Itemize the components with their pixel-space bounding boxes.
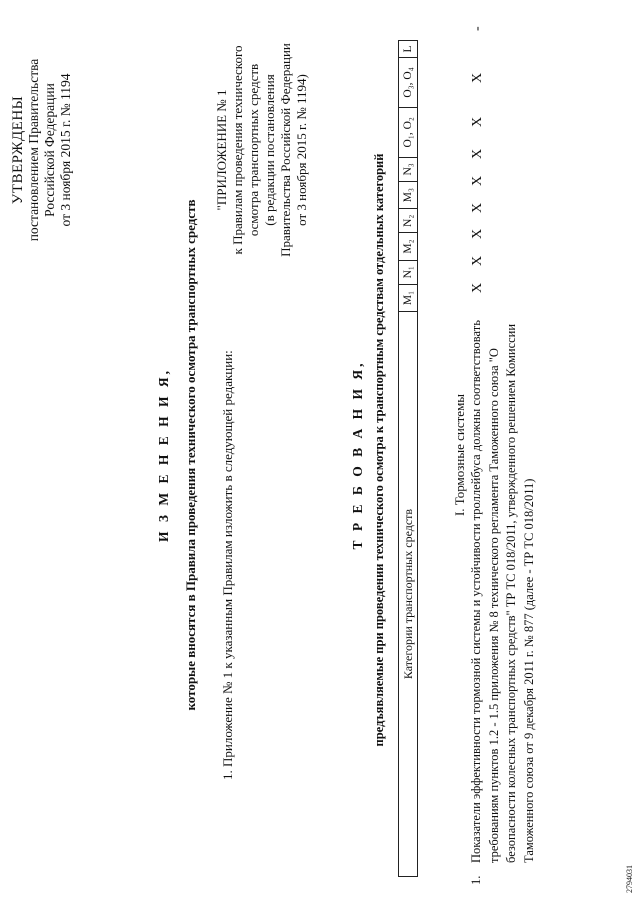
approval-title: УТВЕРЖДЕНЫ <box>10 95 26 205</box>
intro-paragraph: 1. Приложение № 1 к указанным Правилам изложить в следующей редакции: <box>220 350 235 780</box>
appendix-line: (в редакции постановления <box>262 74 277 226</box>
mark-cell: X <box>470 148 485 159</box>
column-header: O₁, O₂ <box>399 107 418 157</box>
mark-cell: - <box>470 26 485 31</box>
item-marks <box>470 3 500 293</box>
item-text: Показатели эффективности тормозной системы и устойчивости троллейбуса должны соответствовать требованиям пунктов 1.2 - 1.5 приложения № 8 технического регламента Таможенного союза "О безопасности колесных транспортных средств" ТР ТС 018/2011, утвержденного решением Комиссии Таможенного союза от 9 декабря 2011 г. № 877 (далее - ТР ТС 018/2011) <box>469 320 536 863</box>
mark-cell: X <box>470 175 485 186</box>
item-number: 1. <box>469 875 483 885</box>
appendix-block <box>214 0 310 310</box>
changes-subtitle: которые вносятся в Правила проведения технического осмотра транспортных средств <box>183 199 198 711</box>
column-header: N₂ <box>399 209 418 233</box>
mark-cell: X <box>470 116 485 127</box>
requirements-title: Т Р Е Б О В А Н И Я, <box>350 360 365 550</box>
mark-cell: X <box>470 282 485 293</box>
column-header: M₂ <box>399 233 418 260</box>
table-header-row <box>399 41 418 877</box>
column-header: O₃, O₄ <box>399 58 418 108</box>
category-header: Категории транспортных средств <box>399 312 418 877</box>
category-table <box>398 40 418 877</box>
requirements-subtitle: предъявляемые при проведении технического осмотра к транспортным средствам отдельных категорий <box>372 153 386 747</box>
section-heading: I. Тормозные системы <box>452 393 467 517</box>
appendix-line: "ПРИЛОЖЕНИЕ № 1 <box>214 89 229 211</box>
appendix-line: к Правилам проведения технического <box>230 45 245 255</box>
mark-cell: X <box>470 228 485 239</box>
column-header: M₃ <box>399 182 418 209</box>
appendix-line: Правительства Российской Федерации <box>278 43 293 257</box>
column-header: N₁ <box>399 260 418 284</box>
mark-cell: X <box>470 202 485 213</box>
document-code: 2794031 <box>625 865 634 893</box>
column-header: L <box>399 41 418 58</box>
approval-line: от 3 ноября 2015 г. № 1194 <box>58 73 73 227</box>
column-header: M₁ <box>399 284 418 311</box>
column-header: N₃ <box>399 157 418 181</box>
appendix-line: осмотра транспортных средств <box>246 63 261 237</box>
approval-line: постановлением Правительства <box>26 58 41 242</box>
requirement-item <box>468 295 538 885</box>
approval-line: Российской Федерации <box>42 83 57 217</box>
changes-title: И З М Е Н Е Н И Я, <box>156 368 171 543</box>
mark-cell: X <box>470 255 485 266</box>
approval-block <box>10 0 74 310</box>
appendix-line: от 3 ноября 2015 г. № 1194) <box>294 74 309 226</box>
mark-cell: X <box>470 72 485 83</box>
